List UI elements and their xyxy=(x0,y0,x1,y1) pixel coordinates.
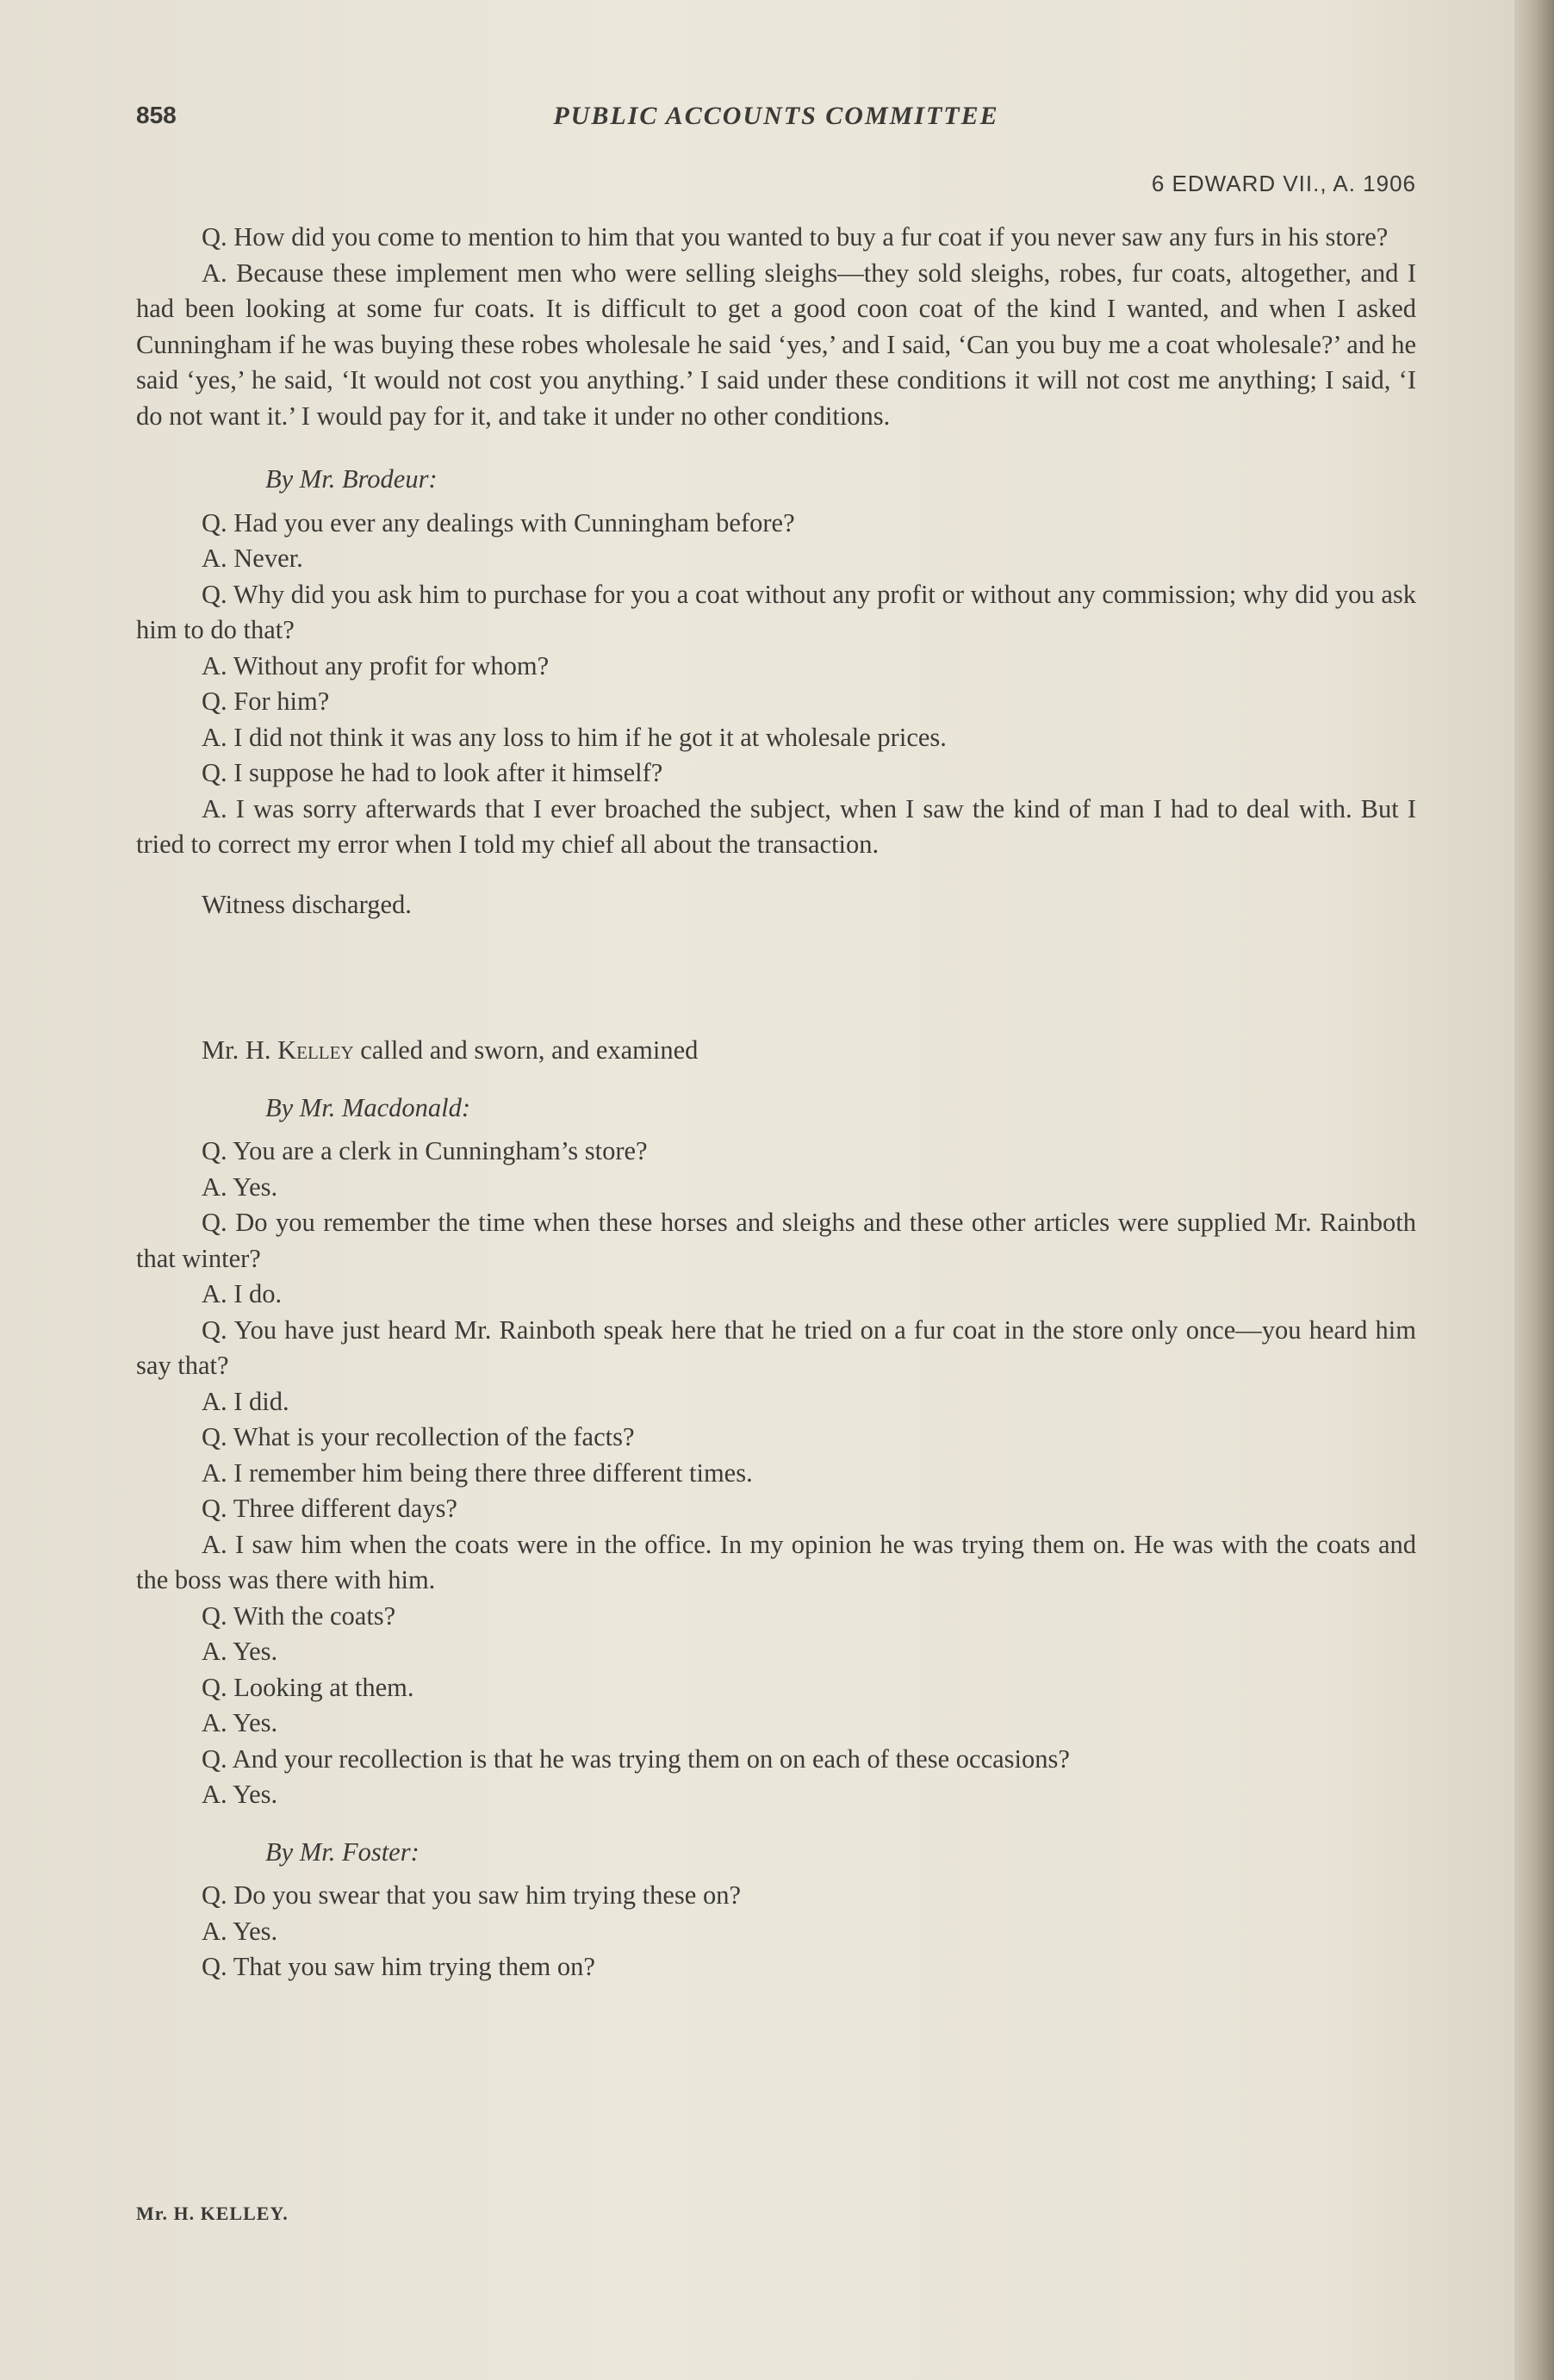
question: Q. And your recollection is that he was trying them on on each of these occasions? xyxy=(202,1743,1070,1774)
page-body xyxy=(136,220,1416,1985)
examiner-heading: By Mr. Brodeur: xyxy=(265,464,438,494)
answer: A. I did. xyxy=(202,1386,289,1416)
running-title: PUBLIC ACCOUNTS COMMITTEE xyxy=(553,102,999,130)
witness-name: Kelley xyxy=(277,1035,354,1065)
question: Q. That you saw him trying them on? xyxy=(202,1952,595,1981)
answer: A. Never. xyxy=(202,544,303,573)
question: Q. Why did you ask him to purchase for you a coat without any profit or without any commission; why did you ask him to do that? xyxy=(136,579,1416,644)
answer: A. Yes. xyxy=(202,1171,278,1202)
question: Q. You are a clerk in Cunningham’s store? xyxy=(202,1136,648,1165)
answer: A. I remember him being there three different times. xyxy=(202,1457,753,1488)
answer: A. Yes. xyxy=(202,1637,278,1666)
question: Q. How did you come to mention to him that you wanted to buy a fur coat if you never saw any furs in his store? xyxy=(202,222,1389,252)
page-header xyxy=(136,102,1416,196)
answer: A. I did not think it was any loss to him if he got it at wholesale prices. xyxy=(202,722,947,752)
question: Q. With the coats? xyxy=(202,1600,396,1631)
answer: A. I was sorry afterwards that I ever broached the subject, when I saw the kind of man I had to deal with. But I tried to correct my error when I told my chief all about the transaction. xyxy=(136,793,1416,859)
answer: A. Yes. xyxy=(202,1780,278,1809)
footer-witness-name: Mr. H. KELLEY. xyxy=(136,2203,289,2224)
answer: A. Because these implement men who were selling sleighs—they sold sleighs, robes, fur coats, altogether, and I had been looking at some fur coats. It is difficult to get a good coon coat of the kind I wanted, and when I asked Cunningham if he was buying these robes wholesale he said ‘yes,’ and I said, ‘Can you buy me a coat wholesale?’ and he said ‘yes,’ he said, ‘It would not cost you anything.’ I said under these conditions it will not cost me anything; I said, ‘I do not want it.’ I would pay for it, and take it under no other conditions. xyxy=(136,258,1416,431)
question: Q. I suppose he had to look after it himself? xyxy=(202,758,663,787)
witness-discharged-note: Witness discharged. xyxy=(202,889,412,919)
page-number: 858 xyxy=(136,102,177,128)
witness-called-line: Mr. H. Kelley called and sworn, and examined xyxy=(202,1035,699,1065)
question: Q. Had you ever any dealings with Cunningham before? xyxy=(202,507,795,538)
question: Q. Do you swear that you saw him trying these on? xyxy=(202,1880,741,1910)
examiner-heading: By Mr. Macdonald: xyxy=(265,1092,471,1122)
answer: A. Yes. xyxy=(202,1916,278,1946)
question: Q. For him? xyxy=(202,687,330,716)
answer: A. I saw him when the coats were in the office. In my opinion he was trying them on. He was with the coats and the boss was there with him. xyxy=(136,1529,1416,1594)
examiner-heading: By Mr. Foster: xyxy=(265,1836,420,1867)
answer: A. I do. xyxy=(202,1279,283,1308)
book-binding-edge xyxy=(1514,0,1554,2380)
answer: A. Yes. xyxy=(202,1708,278,1737)
session-label: 6 EDWARD VII., A. 1906 xyxy=(1151,171,1416,196)
question: Q. Looking at them. xyxy=(202,1672,414,1702)
question: Q. Three different days? xyxy=(202,1494,457,1523)
answer: A. Without any profit for whom? xyxy=(202,650,550,680)
question: Q. What is your recollection of the facts? xyxy=(202,1422,635,1451)
question: Q. You have just heard Mr. Rainboth speak here that he tried on a fur coat in the store only once—you heard him say that? xyxy=(136,1314,1416,1380)
question: Q. Do you remember the time when these horses and sleighs and these other articles were supplied Mr. Rainboth that winter? xyxy=(136,1208,1416,1273)
